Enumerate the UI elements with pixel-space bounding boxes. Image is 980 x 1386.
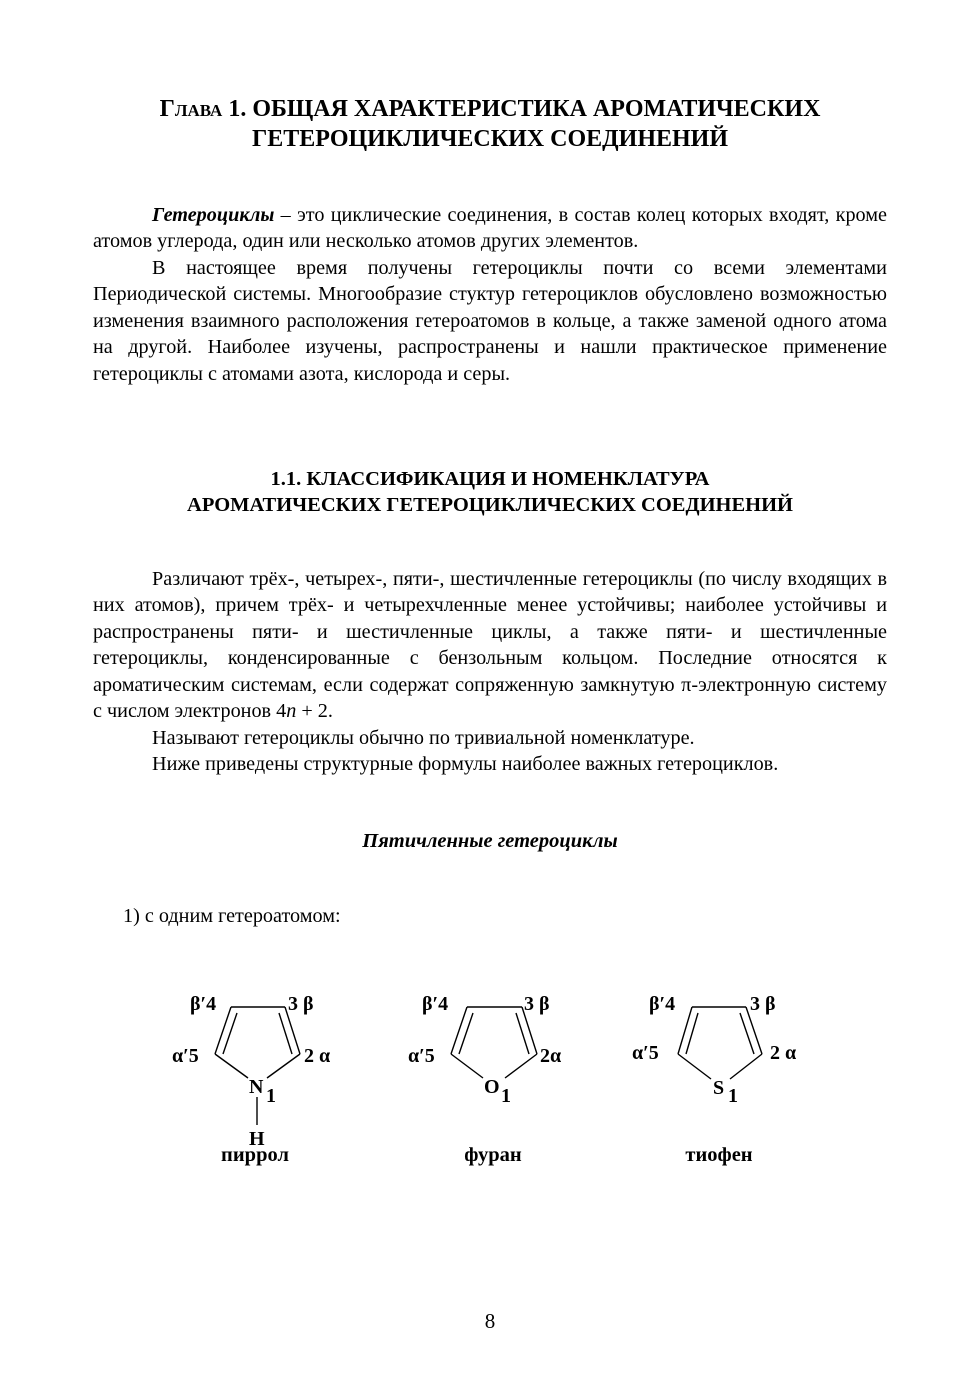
thiophene-label-4: β′4	[649, 993, 676, 1015]
pyrrole-label-1: 1	[266, 1085, 276, 1107]
formulas-intro-text: Ниже приведены структурные формулы наиболее важных гетероциклов.	[152, 753, 779, 775]
intro-paragraph-2	[93, 255, 887, 387]
furan-label-5: α′5	[408, 1045, 435, 1067]
pyrrole-structure	[215, 1007, 300, 1125]
caption-pyrrole: пиррол	[221, 1144, 289, 1166]
thiophene-bond-c2s	[730, 1054, 762, 1079]
pyrrole-double-c3c2	[279, 1013, 292, 1054]
pyrrole-labels	[172, 993, 330, 1150]
chapter-title-line2: ГЕТЕРОЦИКЛИЧЕСКИХ СОЕДИНЕНИЙ	[252, 126, 728, 152]
furan-double-c4c5	[459, 1013, 473, 1054]
thiophene-label-5: α′5	[632, 1042, 659, 1064]
furan-labels	[408, 993, 561, 1107]
thiophene-labels	[632, 993, 796, 1107]
furan-label-1: 1	[501, 1085, 511, 1107]
intro-paragraph-definition	[93, 202, 887, 255]
pyrrole-label-5: α′5	[172, 1045, 199, 1067]
pyrrole-label-2: 2 α	[304, 1045, 331, 1067]
intro-paragraph-2-text: В настоящее время получены гетероциклы почти со всеми элементами Периодической системы. Многообразие стуктур гетероциклов обусловлено возможностью изменения взаимного расположения гетероатомов в кольце, а также заменой одного атома на другой. Наиболее изучены, распространены и нашли практическое применение гетероциклы с атомами азота, кислорода и серы.	[93, 257, 887, 385]
furan-heteroatom: O	[484, 1076, 500, 1098]
pyrrole-label-3: 3 β	[288, 993, 314, 1015]
list-item-one-heteroatom: 1) с одним гетероатомом:	[123, 905, 341, 927]
pyrrole-substituent: H	[249, 1128, 265, 1150]
classification-text-b: + 2.	[296, 700, 333, 723]
thiophene-double-c3c2	[740, 1013, 754, 1054]
thiophene-label-1: 1	[728, 1085, 738, 1107]
pyrrole-label-4: β′4	[190, 993, 217, 1015]
nomenclature-paragraph	[93, 725, 887, 751]
furan-label-4: β′4	[422, 993, 449, 1015]
thiophene-heteroatom: S	[713, 1077, 725, 1099]
term-heterocycles: Гетероциклы	[152, 204, 275, 226]
furan-label-2: 2α	[540, 1045, 562, 1067]
section-title-line1: 1.1. КЛАССИФИКАЦИЯ И НОМЕНКЛАТУРА	[270, 468, 710, 490]
pyrrole-heteroatom: N	[249, 1076, 264, 1098]
formulas-intro-paragraph	[93, 751, 887, 777]
classification-paragraph	[93, 566, 887, 724]
furan-bond-c2o	[505, 1054, 537, 1078]
caption-thiophene: тиофен	[685, 1144, 753, 1166]
section-title	[93, 466, 887, 518]
thiophene-label-3: 3 β	[750, 993, 776, 1015]
classification-n: n	[286, 700, 297, 723]
pyrrole-bond-c4c5	[215, 1007, 231, 1054]
furan-label-3: 3 β	[524, 993, 550, 1015]
classification-text-a: Различают трёх-, четырех-, пяти-, шестичленные гетероциклы (по числу входящих в них атомов), причем трёх- и четырехчленные менее устойчивы; наиболее устойчивы и распространены пяти- и шестичленные циклы, а также пяти- и шестичленные гетероциклы, конденсированные с бензольным кольцом. Последние относятся к ароматическим системам, если содержат сопряженную замкнутую π-электронную систему с числом электронов 4	[93, 568, 887, 723]
thiophene-label-2: 2 α	[770, 1042, 797, 1064]
thiophene-bond-c5s	[678, 1054, 711, 1079]
thiophene-bond-c4c5	[678, 1007, 692, 1054]
furan-bond-c5o	[451, 1054, 483, 1078]
page-number: 8	[484, 1309, 496, 1333]
chapter-title-prefix: Глава 1.	[159, 96, 247, 122]
chapter-title-line1: ОБЩАЯ ХАРАКТЕРИСТИКА АРОМАТИЧЕСКИХ	[246, 96, 821, 122]
section-title-line2: АРОМАТИЧЕСКИХ ГЕТЕРОЦИКЛИЧЕСКИХ СОЕДИНЕНИЙ	[187, 494, 793, 516]
nomenclature-text: Называют гетероциклы обычно по тривиальной номенклатуре.	[152, 727, 695, 749]
furan-bond-c4c5	[451, 1007, 467, 1054]
definition-text: – это циклические соединения, в состав колец которых входят, кроме атомов углерода, один или несколько атомов других элементов.	[93, 204, 887, 253]
caption-furan: фуран	[464, 1144, 522, 1166]
chapter-title	[93, 94, 887, 154]
pyrrole-double-c4c5	[223, 1013, 237, 1054]
pyrrole-bond-c2n	[267, 1054, 300, 1078]
thiophene-structure	[678, 1007, 762, 1079]
furan-double-c3c2	[516, 1013, 529, 1054]
pyrrole-bond-c5n	[215, 1054, 248, 1078]
furan-structure	[451, 1007, 537, 1078]
subsection-title: Пятичленные гетероциклы	[362, 830, 618, 852]
